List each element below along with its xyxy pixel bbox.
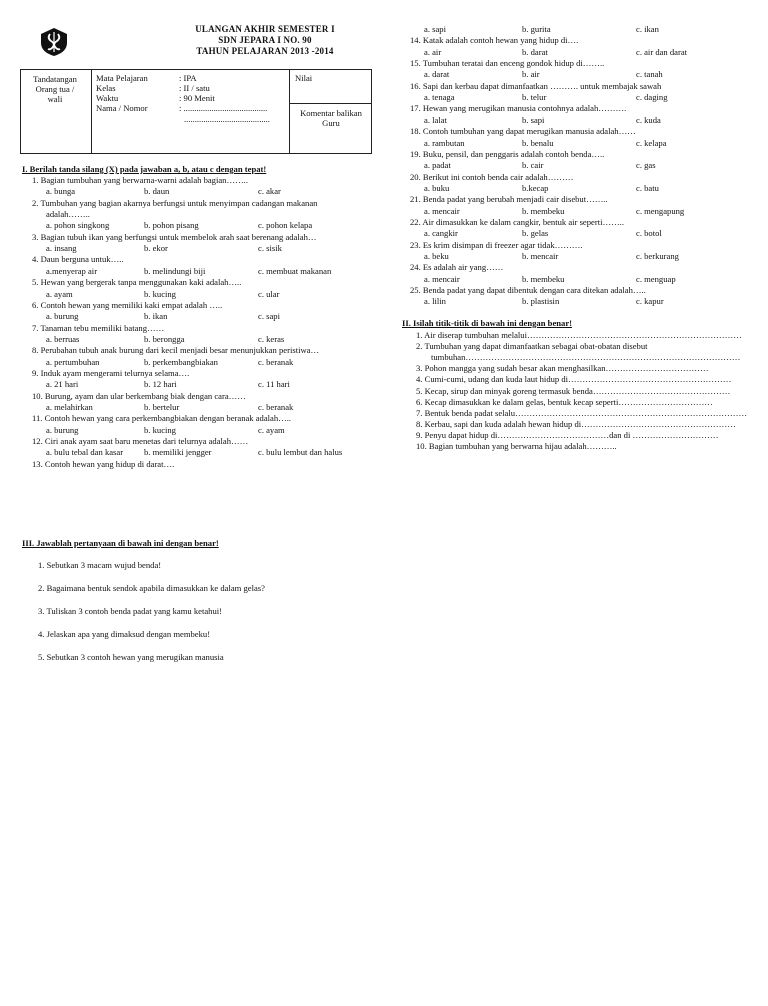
- question-7: 7. Tanaman tebu memiliki batang……: [32, 322, 165, 333]
- question-13-option-b[interactable]: b. gurita: [522, 24, 551, 34]
- question-19-option-a[interactable]: a. padat: [424, 160, 451, 171]
- question-15-option-a[interactable]: a. darat: [424, 69, 450, 80]
- school-emblem-icon: [38, 27, 70, 57]
- question-9-option-c[interactable]: c. 11 hari: [258, 379, 290, 390]
- question-25-option-b[interactable]: b. plastisin: [522, 296, 560, 307]
- question-15-option-b[interactable]: b. air: [522, 69, 540, 80]
- fill-in-item[interactable]: 9. Penyu dapat hidup di…………………………………dan di …………………………: [416, 429, 719, 440]
- question-18-option-c[interactable]: c. kelapa: [636, 137, 667, 148]
- question-8-option-a[interactable]: a. pertumbuhan: [46, 356, 100, 367]
- question-4-option-a[interactable]: a.menyerap air: [46, 265, 98, 276]
- name-label: Nama / Nomor: [96, 103, 148, 113]
- question-12-option-a[interactable]: a. bulu tebal dan kasar: [46, 447, 124, 458]
- question-2-continued: adalah……..: [46, 209, 90, 220]
- fill-in-item[interactable]: 3. Pohon mangga yang sudah besar akan menghasilkan………………………………: [416, 363, 709, 374]
- question-18: 18. Contoh tumbuhan yang dapat merugikan manusia adalah……: [410, 126, 636, 137]
- question-24-option-c[interactable]: c. menguap: [636, 273, 676, 284]
- question-12: 12. Ciri anak ayam saat baru menetas dari telurnya adalah……: [32, 436, 249, 447]
- student-info-table: [20, 69, 372, 154]
- question-6-option-a[interactable]: a. burung: [46, 311, 79, 322]
- question-3-option-c[interactable]: c. sisik: [258, 243, 282, 254]
- question-16-option-a[interactable]: a. tenaga: [424, 92, 455, 103]
- question-9: 9. Induk ayam mengerami telurnya selama….: [32, 367, 190, 378]
- question-23-option-a[interactable]: a. beku: [424, 251, 449, 261]
- section-2-title: II. Isilah titik-titik di bawah ini dengan benar!: [402, 318, 573, 328]
- section-3-title: III. Jawablah pertanyaan di bawah ini dengan benar!: [22, 538, 219, 548]
- question-15-option-c[interactable]: c. tanah: [636, 69, 663, 80]
- question-11-option-c[interactable]: c. ayam: [258, 424, 285, 435]
- question-21-option-c[interactable]: c. mengapung: [636, 205, 685, 216]
- question-10-option-a[interactable]: a. melahirkan: [46, 402, 93, 412]
- question-4-option-c[interactable]: c. membuat makanan: [258, 265, 332, 276]
- signature-label: Tandatangan Orang tua / wali: [33, 74, 77, 104]
- time-label: Waktu: [96, 93, 119, 103]
- question-17-option-c[interactable]: c. kuda: [636, 114, 661, 125]
- question-5-option-c[interactable]: c. ular: [258, 288, 280, 299]
- question-14-option-a[interactable]: a. air: [424, 46, 442, 57]
- name-field-extra[interactable]: ........................................: [184, 114, 270, 124]
- question-9-option-b[interactable]: b. 12 hari: [144, 379, 177, 390]
- question-17-option-a[interactable]: a. lalat: [424, 114, 447, 125]
- question-19: 19. Buku, pensil, dan penggaris adalah contoh benda…..: [410, 148, 605, 159]
- question-12-option-c[interactable]: c. bulu lembut dan halus: [258, 447, 343, 458]
- essay-question-2: 2. Bagaimana bentuk sendok apabila dimasukkan ke dalam gelas?: [38, 583, 265, 594]
- question-2-option-a[interactable]: a. pohon singkong: [46, 220, 110, 231]
- fill-in-item[interactable]: 10. Bagian tumbuhan yang berwarna hijau adalah………..: [416, 441, 617, 451]
- essay-question-4: 4. Jelaskan apa yang dimaksud dengan membeku!: [38, 629, 211, 640]
- question-11: 11. Contoh hewan yang cara perkembangbiakan dengan beranak adalah…..: [32, 413, 292, 424]
- question-16-option-c[interactable]: c. daging: [636, 92, 668, 103]
- question-25-option-c[interactable]: c. kapur: [636, 296, 664, 307]
- question-13-option-a[interactable]: a. sapi: [424, 24, 446, 34]
- class-value: : II / satu: [179, 83, 210, 93]
- question-14-option-c[interactable]: c. air dan darat: [636, 46, 688, 57]
- fill-in-item[interactable]: tumbuhan……………………………………………………………………………………: [431, 352, 741, 363]
- question-4-option-b[interactable]: b. melindungi biji: [144, 265, 206, 276]
- essay-question-3: 3. Tuliskan 3 contoh benda padat yang kamu ketahui!: [38, 606, 223, 617]
- essay-question-5: 5. Sebutkan 3 contoh hewan yang merugikan manusia: [38, 652, 224, 663]
- question-8: 8. Perubahan tubuh anak burung dari kecil menjadi besar menunjukkan peristiwa…: [32, 345, 320, 356]
- question-24: 24. Es adalah air yang……: [410, 262, 504, 273]
- fill-in-item[interactable]: 8. Kerbau, sapi dan kuda adalah hewan hidup di………………………………………………: [416, 418, 736, 429]
- question-5: 5. Hewan yang bergerak tanpa menggunakan kaki adalah…..: [32, 277, 242, 288]
- question-20-option-c[interactable]: c. batu: [636, 182, 659, 193]
- question-17-option-b[interactable]: b. sapi: [522, 114, 545, 125]
- exam-title: ULANGAN AKHIR SEMESTER I: [195, 24, 335, 34]
- question-3-option-a[interactable]: a. insang: [46, 243, 77, 254]
- fill-in-item[interactable]: 1. Air diserap tumbuhan melalui…………………………………………………………………: [416, 330, 742, 340]
- question-25: 25. Benda padat yang dapat dibentuk dengan cara ditekan adalah…..: [410, 285, 646, 296]
- question-5-option-a[interactable]: a. ayam: [46, 288, 73, 299]
- question-11-option-b[interactable]: b. kucing: [144, 424, 176, 435]
- question-1-option-b[interactable]: b. daun: [144, 186, 170, 197]
- question-17: 17. Hewan yang merugikan manusia contohnya adalah……….: [410, 103, 627, 114]
- question-21-option-b[interactable]: b. membeku: [522, 205, 565, 216]
- subject-label: Mata Pelajaran: [96, 73, 148, 83]
- essay-question-1: 1. Sebutkan 3 macam wujud benda!: [38, 560, 162, 570]
- question-16: 16. Sapi dan kerbau dapat dimanfaatkan ………. untuk membajak sawah: [410, 80, 662, 91]
- question-13: 13. Contoh hewan yang hidup di darat….: [32, 458, 175, 469]
- section-1-title: I. Berilah tanda silang (X) pada jawaban a, b, atau c dengan tepat!: [22, 164, 267, 174]
- question-22: 22. Air dimasukkan ke dalam cangkir, bentuk air seperti……..: [410, 216, 624, 227]
- question-11-option-a[interactable]: a. burung: [46, 424, 79, 435]
- fill-in-item[interactable]: 5. Kecap, sirup dan minyak goreng termasuk benda…………………………………………: [416, 385, 731, 396]
- question-6-option-b[interactable]: b. ikan: [144, 311, 168, 322]
- class-label: Kelas: [96, 83, 116, 93]
- question-3: 3. Bagian tubuh ikan yang berfungsi untuk membelok arah saat berenang adalah…: [32, 231, 317, 242]
- question-3-option-b[interactable]: b. ekor: [144, 243, 168, 254]
- question-6: 6. Contoh hewan yang memiliki kaki empat adalah …..: [32, 299, 223, 310]
- subject-value: : IPA: [179, 73, 197, 83]
- question-22-option-c[interactable]: c. botol: [636, 228, 662, 239]
- question-23-option-b[interactable]: b. mencair: [522, 251, 559, 261]
- question-20-option-b[interactable]: b.kecap: [522, 182, 549, 193]
- question-8-option-c[interactable]: c. beranak: [258, 356, 294, 367]
- question-23: 23. Es krim disimpan di freezer agar tidak……….: [410, 239, 583, 250]
- question-2-option-c[interactable]: c. pohon kelapa: [258, 220, 313, 231]
- question-10-option-c[interactable]: c. beranak: [258, 402, 294, 412]
- question-7-option-b[interactable]: b. berongga: [144, 333, 185, 344]
- question-18-option-b[interactable]: b. benalu: [522, 137, 554, 148]
- question-13-option-c[interactable]: c. ikan: [636, 24, 659, 34]
- question-25-option-a[interactable]: a. lilin: [424, 296, 446, 307]
- question-12-option-b[interactable]: b. memiliki jengger: [144, 447, 212, 458]
- fill-in-item[interactable]: 2. Tumbuhan yang dapat dimanfaatkan sebagai obat-obatan disebut: [416, 341, 648, 352]
- question-23-option-c[interactable]: c. berkurang: [636, 251, 679, 261]
- fill-in-item[interactable]: 7. Bentuk benda padat selalu………………………………………………………………………: [416, 407, 748, 418]
- question-4: 4. Daun berguna untuk…..: [32, 254, 124, 265]
- question-6-option-c[interactable]: c. sapi: [258, 311, 280, 322]
- question-16-option-b[interactable]: b. telur: [522, 92, 547, 103]
- school-name: SDN JEPARA I NO. 90: [218, 35, 312, 45]
- question-21-option-a[interactable]: a. mencair: [424, 205, 460, 216]
- question-7-option-a[interactable]: a. berruas: [46, 333, 80, 344]
- question-20-option-a[interactable]: a. buku: [424, 182, 450, 193]
- academic-year: TAHUN PELAJARAN 2013 -2014: [196, 46, 334, 56]
- question-10: 10. Burung, ayam dan ular berkembang biak dengan cara……: [32, 390, 246, 401]
- question-10-option-b[interactable]: b. bertelur: [144, 402, 180, 412]
- question-19-option-c[interactable]: c. gas: [636, 160, 656, 171]
- question-14: 14. Katak adalah contoh hewan yang hidup di….: [410, 35, 579, 46]
- question-8-option-b[interactable]: b. perkembangbiakan: [144, 356, 218, 367]
- name-field[interactable]: : .......................................: [179, 103, 268, 113]
- question-1-option-a[interactable]: a. bunga: [46, 186, 76, 197]
- question-1: 1. Bagian tumbuhan yang berwarna-warni adalah bagian……..: [32, 175, 248, 185]
- time-value: : 90 Menit: [179, 93, 215, 103]
- question-15: 15. Tumbuhan teratai dan enceng gondok hidup di……..: [410, 58, 605, 69]
- question-7-option-c[interactable]: c. keras: [258, 333, 285, 344]
- question-24-option-b[interactable]: b. membeku: [522, 273, 565, 284]
- fill-in-item[interactable]: 6. Kecap dimasukkan ke dalam gelas, bentuk kecap seperti……………………………: [416, 396, 713, 407]
- question-22-option-b[interactable]: b. gelas: [522, 228, 549, 239]
- question-24-option-a[interactable]: a. mencair: [424, 273, 460, 284]
- question-14-option-b[interactable]: b. darat: [522, 46, 548, 57]
- question-1-option-c[interactable]: c. akar: [258, 186, 281, 197]
- question-5-option-b[interactable]: b. kucing: [144, 288, 176, 299]
- question-2: 2. Tumbuhan yang bagian akarnya berfungsi untuk menyimpan cadangan makanan: [32, 197, 318, 208]
- question-19-option-b[interactable]: b. cair: [522, 160, 544, 171]
- question-21: 21. Benda padat yang berubah menjadi cair disebut……..: [410, 194, 608, 205]
- question-18-option-a[interactable]: a. rambutan: [424, 137, 465, 148]
- teacher-comment-label: Komentar balikan Guru: [300, 108, 362, 128]
- score-label: Nilai: [295, 73, 313, 83]
- question-2-option-b[interactable]: b. pohon pisang: [144, 220, 199, 231]
- fill-in-item[interactable]: 4. Cumi-cumi, udang dan kuda laut hidup di…………………………………………………: [416, 374, 732, 385]
- question-9-option-a[interactable]: a. 21 hari: [46, 379, 79, 390]
- question-22-option-a[interactable]: a. cangkir: [424, 228, 458, 239]
- question-20: 20. Berikut ini contoh benda cair adalah………: [410, 171, 574, 182]
